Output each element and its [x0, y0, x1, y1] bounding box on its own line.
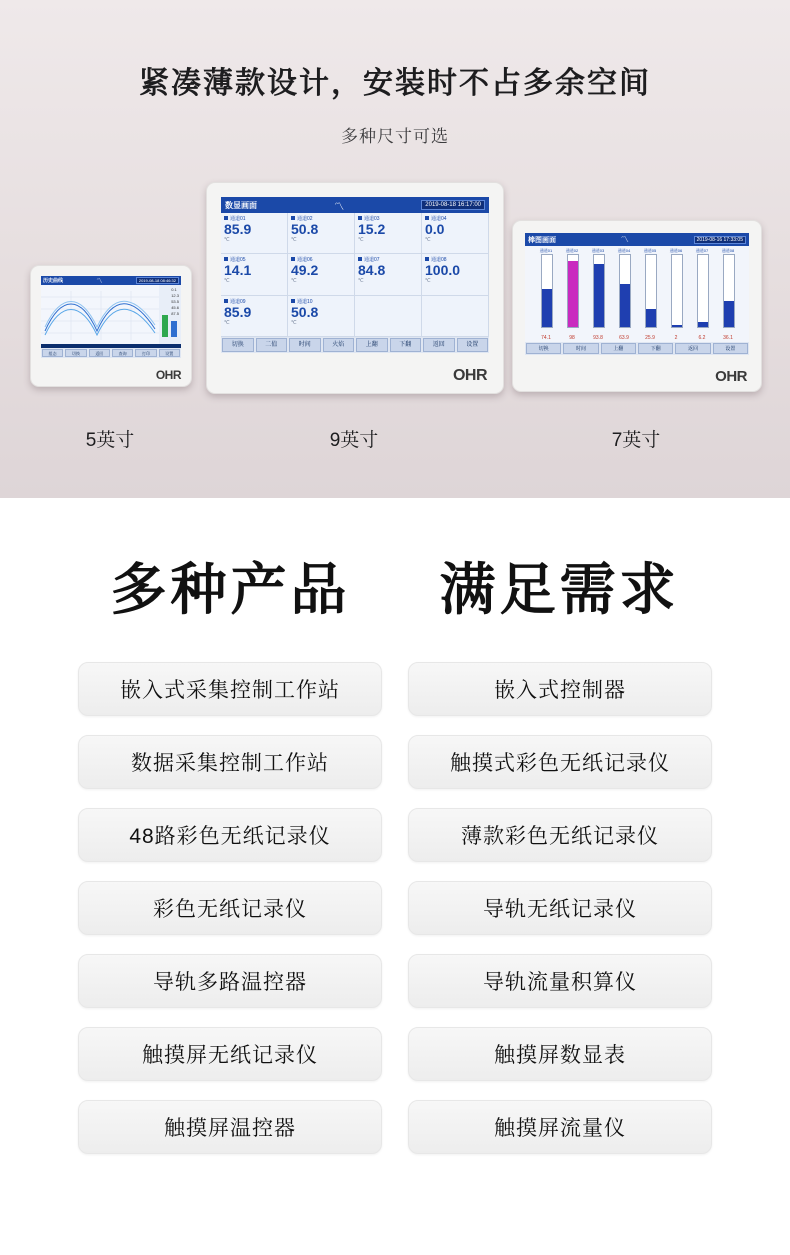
- product-column-left: [78, 662, 382, 1154]
- bar-value: 98: [569, 335, 575, 341]
- logo-mark-9: 〽: [334, 201, 345, 213]
- channel-value: 0.0: [425, 221, 445, 237]
- screen9-channel-grid: [221, 213, 489, 337]
- screen9-header: [221, 197, 489, 213]
- screen9-timestamp: 2019-08-18 16:17:00: [421, 200, 485, 210]
- product-item[interactable]: 触摸屏数显表: [408, 1027, 712, 1081]
- bar-value: 25.9: [645, 335, 655, 341]
- channel-unit: ℃: [291, 278, 297, 285]
- product-item[interactable]: 彩色无纸记录仪: [78, 881, 382, 935]
- bar-value: 63.9: [619, 335, 629, 341]
- channel-unit: ℃: [224, 237, 230, 243]
- device-9inch-screen: [221, 197, 489, 353]
- screen7-button-3[interactable]: 下翻: [638, 343, 673, 354]
- bar-value: 36.1: [723, 335, 733, 341]
- channel-cell[interactable]: [422, 213, 489, 254]
- screen5-title: 历史曲线: [43, 278, 64, 284]
- product-item[interactable]: 触摸屏流量仪: [408, 1100, 712, 1154]
- bar-value: 6.2: [698, 335, 706, 341]
- bar-value: 93.8: [593, 335, 603, 341]
- trend-curves-svg: [41, 285, 181, 344]
- channel-unit: ℃: [291, 319, 297, 326]
- bar-channel: [671, 254, 683, 328]
- screen7-timestamp: 2019-08-16 17:33:05: [694, 236, 746, 244]
- channel-cell[interactable]: [355, 254, 422, 295]
- screen5-header: [41, 276, 181, 285]
- bar-label: 通道03: [591, 248, 605, 253]
- brand-logo-9: OHR: [452, 367, 487, 384]
- legend-value-2: 53.5: [171, 299, 179, 304]
- channel-unit: ℃: [291, 237, 297, 243]
- screen5-footer: [41, 348, 181, 358]
- screen5-button-1[interactable]: 切换: [65, 349, 86, 357]
- product-item[interactable]: 48路彩色无纸记录仪: [78, 808, 382, 862]
- bar-label: 通道08: [721, 248, 735, 253]
- bar-label: 通道04: [617, 248, 631, 253]
- product-column-right: [408, 662, 712, 1154]
- channel-name: 通道10: [297, 298, 313, 305]
- channel-unit: ℃: [425, 278, 431, 285]
- screen7-footer: [525, 342, 749, 355]
- top-hero-section: [0, 0, 790, 498]
- screen7-button-5[interactable]: 设置: [713, 343, 748, 354]
- product-list-section: [0, 498, 790, 1255]
- screen7-button-2[interactable]: 上翻: [601, 343, 636, 354]
- section-headline: [0, 498, 790, 626]
- screen7-button-1[interactable]: 时间: [563, 343, 598, 354]
- screen5-button-5[interactable]: 设置: [159, 349, 180, 357]
- channel-value: 15.2: [358, 221, 386, 237]
- channel-value: 49.2: [291, 262, 319, 279]
- channel-cell-empty: [422, 296, 489, 337]
- channel-value: 50.8: [291, 303, 319, 320]
- bar-label: 通道02: [565, 248, 579, 253]
- device-7inch-screen: [525, 233, 749, 355]
- device-7inch-label: 7英寸: [611, 430, 661, 451]
- channel-value: 85.9: [224, 303, 252, 320]
- product-item[interactable]: 触摸屏无纸记录仪: [78, 1027, 382, 1081]
- screen9-button-0[interactable]: 切换: [222, 338, 254, 352]
- channel-unit: ℃: [425, 237, 431, 243]
- screen9-button-3[interactable]: 火焰: [323, 338, 355, 352]
- channel-cell[interactable]: [221, 296, 288, 337]
- screen5-button-2[interactable]: 返回: [89, 349, 110, 357]
- channel-unit: ℃: [358, 278, 364, 285]
- headline-right: 满足需求: [439, 558, 680, 623]
- product-item[interactable]: 嵌入式采集控制工作站: [78, 662, 382, 716]
- legend-value-1: 12.3: [171, 293, 179, 298]
- channel-name: 通道05: [230, 257, 246, 264]
- device-5inch[interactable]: [30, 265, 192, 387]
- channel-cell-empty: [355, 296, 422, 337]
- channel-cell[interactable]: [288, 254, 355, 295]
- device-5inch-screen: [41, 276, 181, 358]
- channel-name: 通道09: [230, 298, 246, 305]
- brand-logo-7: OHR: [715, 368, 747, 385]
- page-subtitle: 多种尺寸可选: [341, 127, 449, 146]
- product-item[interactable]: 导轨无纸记录仪: [408, 881, 712, 935]
- channel-cell[interactable]: [355, 213, 422, 254]
- product-columns: [0, 662, 790, 1154]
- channel-name: 通道06: [297, 257, 313, 264]
- channel-cell[interactable]: [288, 213, 355, 254]
- screen9-button-1[interactable]: 二值: [256, 338, 288, 352]
- screen7-button-0[interactable]: 切换: [526, 343, 561, 354]
- screen5-button-0[interactable]: 组态: [42, 349, 63, 357]
- bar-channel: [541, 254, 553, 328]
- channel-name: 通道04: [431, 216, 447, 222]
- channel-value: 50.8: [291, 221, 319, 237]
- channel-value: 100.0: [425, 262, 461, 279]
- channel-name: 通道08: [431, 257, 447, 264]
- channel-unit: ℃: [224, 319, 230, 326]
- device-5inch-label: 5英寸: [85, 430, 135, 451]
- device-9inch[interactable]: [206, 182, 504, 394]
- bar-channel: [593, 254, 605, 328]
- bar-label: 通道07: [695, 248, 709, 253]
- channel-name: 通道07: [364, 257, 380, 264]
- channel-value: 84.8: [358, 262, 386, 279]
- screen9-title: 数显画面: [225, 200, 257, 210]
- headline-left: 多种产品: [110, 558, 351, 623]
- device-9inch-label: 9英寸: [329, 430, 379, 451]
- logo-mark-7: 〽: [620, 235, 629, 244]
- screen7-button-4[interactable]: 返回: [675, 343, 710, 354]
- screen5-timestamp: 2019-08-18 08:46:32: [136, 277, 179, 284]
- product-item[interactable]: 导轨多路温控器: [78, 954, 382, 1008]
- product-item[interactable]: 导轨流量积算仪: [408, 954, 712, 1008]
- bar-label: 通道01: [539, 248, 553, 253]
- channel-value: 14.1: [224, 262, 252, 279]
- brand-logo-5: OHR: [155, 368, 181, 382]
- product-item[interactable]: 嵌入式控制器: [408, 662, 712, 716]
- product-item[interactable]: 触摸式彩色无纸记录仪: [408, 735, 712, 789]
- page-title: 紧凑薄款设计，安装时不占多余空间: [139, 66, 651, 101]
- channel-name: 通道03: [364, 216, 380, 222]
- channel-value: 85.9: [224, 221, 252, 237]
- channel-cell[interactable]: [221, 254, 288, 295]
- screen7-header: [525, 233, 749, 246]
- bar-channel: [697, 254, 709, 328]
- legend-value-4: 87.5: [171, 311, 179, 316]
- legend-value-0: 0.1: [171, 287, 177, 292]
- screen7-title: 棒图画面: [528, 236, 556, 244]
- screen9-button-4[interactable]: 上翻: [356, 338, 388, 352]
- legend-value-3: 45.6: [171, 305, 179, 310]
- logo-mark-5: 〽: [96, 279, 103, 285]
- channel-unit: ℃: [224, 278, 230, 285]
- bar-label: 通道06: [669, 248, 683, 253]
- bar-channel: [619, 254, 631, 328]
- channel-name: 通道01: [230, 216, 246, 222]
- channel-cell[interactable]: [422, 254, 489, 295]
- channel-cell[interactable]: [288, 296, 355, 337]
- device-7inch[interactable]: [512, 220, 762, 392]
- screen9-button-2[interactable]: 时间: [289, 338, 321, 352]
- channel-unit: ℃: [358, 237, 364, 243]
- screen5-button-4[interactable]: 打印: [135, 349, 156, 357]
- bar-value: 2: [674, 335, 678, 341]
- product-item[interactable]: 触摸屏温控器: [78, 1100, 382, 1154]
- screen5-legend: [171, 287, 179, 317]
- bar-channel: [645, 254, 657, 328]
- screen9-button-7[interactable]: 设置: [457, 338, 489, 352]
- screen9-button-5[interactable]: 下翻: [390, 338, 422, 352]
- channel-name: 通道02: [297, 216, 313, 222]
- screen5-button-3[interactable]: 查询: [112, 349, 133, 357]
- screen9-button-6[interactable]: 返回: [423, 338, 455, 352]
- channel-cell[interactable]: [221, 213, 288, 254]
- bar-channel: [723, 254, 735, 328]
- bar-value: 74.1: [541, 335, 551, 341]
- screen7-bar-area: [525, 246, 749, 342]
- bar-channel: [567, 254, 579, 328]
- product-item[interactable]: 数据采集控制工作站: [78, 735, 382, 789]
- screen9-footer: [221, 337, 489, 353]
- screen5-trend-area: [41, 285, 181, 344]
- bar-label: 通道05: [643, 248, 657, 253]
- product-item[interactable]: 薄款彩色无纸记录仪: [408, 808, 712, 862]
- device-lineup: [0, 170, 790, 451]
